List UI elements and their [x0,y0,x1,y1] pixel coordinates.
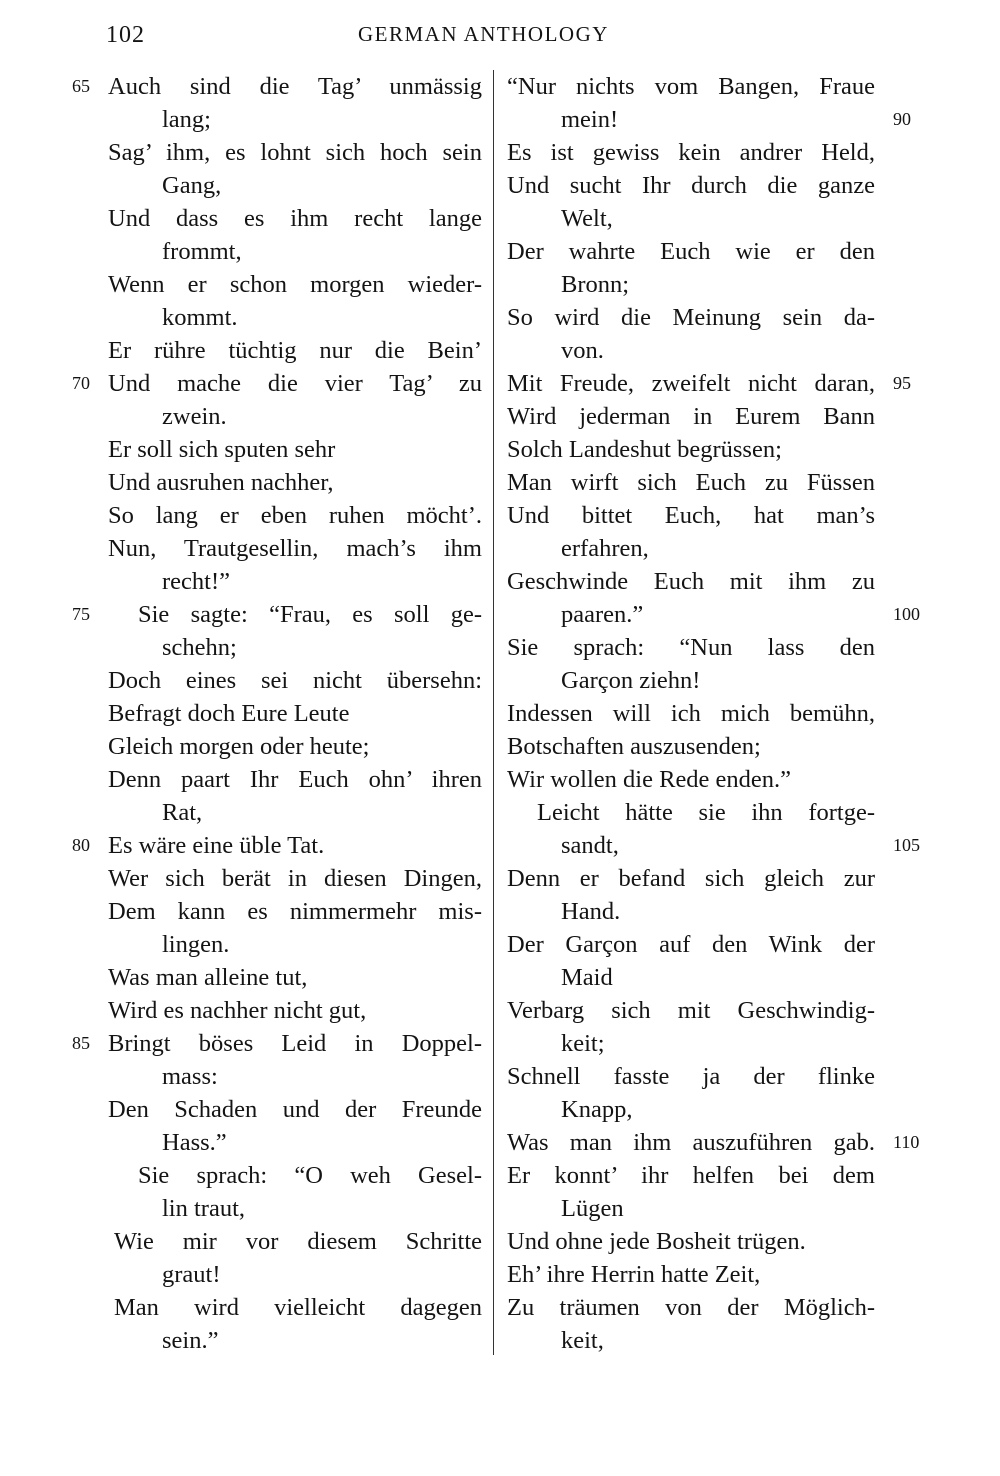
verse-line [507,697,875,730]
verse-text: Wir wollen die Rede enden.” [507,766,792,793]
line-number: 75 [72,604,90,624]
verse-text: Und bittet Euch, hat man’s [507,502,875,529]
verse-line [162,928,482,961]
verse-line [561,334,875,367]
verse-text: lingen. [162,931,230,958]
verse-line [507,400,875,433]
verse-line [108,532,482,565]
verse-text: Indessen will ich mich bemühn, [507,700,875,727]
verse-line [108,994,482,1027]
verse-text: Und dass es ihm recht lange [108,205,482,232]
verse-line [507,169,875,202]
verse-line [561,1192,875,1225]
verse-line [72,367,482,400]
verse-text: Gang, [162,172,222,199]
verse-line [561,895,875,928]
line-number: 90 [893,109,911,129]
verse-text: frommt, [162,238,242,265]
verse-line [507,631,875,664]
verse-text: Mit Freude, zweifelt nicht daran, [507,370,875,397]
verse-line [108,862,482,895]
verse-line [162,235,482,268]
verse-text: Leicht hätte sie ihn fortge- [537,799,875,826]
verse-line [507,1291,875,1324]
verse-text: Wird es nachher nicht gut, [108,997,367,1024]
verse-line [108,895,482,928]
verse-text: Doch eines sei nicht übersehn: [108,667,482,694]
verse-line [162,1192,482,1225]
verse-text: Der Garçon auf den Wink der [507,931,875,958]
verse-line [561,961,875,994]
line-number: 70 [72,373,90,393]
verse-line [561,532,875,565]
verse-text: So wird die Meinung sein da- [507,304,875,331]
verse-text: Garçon ziehn! [561,667,701,694]
verse-text: erfahren, [561,535,649,562]
verse-text: Lügen [561,1195,624,1222]
verse-line [162,631,482,664]
verse-text: Schnell fasste ja der flinke [507,1063,875,1090]
verse-line [162,169,482,202]
verse-text: zwein. [162,403,227,430]
verse-line [162,796,482,829]
verse-text: Hass.” [162,1129,227,1156]
verse-line [507,994,875,1027]
verse-line [507,928,875,961]
verse-text: Hand. [561,898,621,925]
verse-text: Es ist gewiss kein andrer Held, [507,139,875,166]
verse-text: graut! [162,1261,221,1288]
verse-text: Es wäre eine üble Tat. [108,832,325,859]
line-number: 65 [72,76,90,96]
verse-text: mein! [561,106,619,133]
verse-text: kommt. [162,304,238,331]
line-number: 80 [72,835,90,855]
verse-line [561,1093,875,1126]
verse-text: Wird jederman in Eurem Bann [507,403,875,430]
page-header [0,22,1000,52]
verse-line [162,103,482,136]
line-number: 95 [893,373,911,393]
left-column [72,70,482,1357]
verse-line [108,202,482,235]
verse-text: Man wirft sich Euch zu Füssen [507,469,875,496]
verse-line [507,1126,920,1159]
verse-text: Sie sagte: “Frau, es soll ge- [138,601,482,628]
verse-text: sein.” [162,1327,219,1354]
verse-line [108,664,482,697]
verse-line [162,1324,482,1357]
running-head: GERMAN ANTHOLOGY [358,22,609,46]
verse-text: So lang er eben ruhen möcht’. [108,502,482,529]
line-number: 105 [893,835,920,855]
verse-text: Denn er befand sich gleich zur [507,865,875,892]
verse-text: von. [561,337,604,364]
verse-line [72,1027,482,1060]
verse-text: keit, [561,1327,604,1354]
verse-text: Er soll sich sputen sehr [108,436,336,463]
verse-text: Was man alleine tut, [108,964,308,991]
line-number: 110 [893,1132,920,1152]
verse-line [162,565,482,598]
verse-line [507,1060,875,1093]
verse-line [114,1291,482,1324]
verse-line [507,730,875,763]
verse-line [138,1159,482,1192]
verse-line [507,862,875,895]
verse-text: schehn; [162,634,237,661]
verse-line [507,433,875,466]
verse-text: mass: [162,1063,218,1090]
verse-line [507,565,875,598]
verse-line [108,961,482,994]
verse-text: Nun, Trautgesellin, mach’s ihm [108,535,482,562]
verse-line [507,1159,875,1192]
verse-line [507,466,875,499]
verse-line [108,1093,482,1126]
verse-text: recht!” [162,568,230,595]
verse-line [162,1126,482,1159]
verse-text: Eh’ ihre Herrin hatte Zeit, [507,1261,761,1288]
right-column [507,70,920,1357]
verse-line [108,499,482,532]
verse-text: Dem kann es nimmermehr mis- [108,898,482,925]
verse-line [561,103,911,136]
verse-text: Solch Landeshut begrüssen; [507,436,782,463]
verse-text: “Nur nichts vom Bangen, Fraue [507,73,875,100]
verse-line [507,235,875,268]
verse-line [507,763,875,796]
verse-text: Zu träumen von der Möglich- [507,1294,875,1321]
verse-line [108,466,482,499]
line-number: 85 [72,1033,90,1053]
verse-line [561,202,875,235]
verse-text: Sag’ ihm, es lohnt sich hoch sein [108,139,482,166]
verse-line [507,301,875,334]
verse-text: Man wird vielleicht dagegen [114,1294,482,1321]
verse-line [108,697,482,730]
verse-line [537,796,875,829]
verse-line [72,598,482,631]
verse-line [162,1258,482,1291]
page-number: 102 [106,22,145,48]
verse-text: Sie sprach: “O weh Gesel- [138,1162,482,1189]
verse-text: Befragt doch Eure Leute [108,700,350,727]
verse-text: Denn paart Ihr Euch ohn’ ihren [108,766,482,793]
verse-text: Wie mir vor diesem Schritte [114,1228,482,1255]
verse-line [507,136,875,169]
verse-text: Und mache die vier Tag’ zu [108,370,482,397]
verse-text: Er konnt’ ihr helfen bei dem [507,1162,875,1189]
verse-line [561,268,875,301]
verse-text: Maid [561,964,613,991]
verse-text: Knapp, [561,1096,633,1123]
column-divider [493,70,494,1355]
verse-line [162,400,482,433]
verse-text: Den Schaden und der Freunde [108,1096,482,1123]
verse-line [507,70,875,103]
verse-line [507,499,875,532]
verse-line [114,1225,482,1258]
verse-line [108,730,482,763]
verse-text: Und ohne jede Bosheit trügen. [507,1228,806,1255]
verse-text: Auch sind die Tag’ unmässig [108,73,482,100]
verse-text: Er rühre tüchtig nur die Bein’ [108,337,482,364]
verse-line [561,829,920,862]
verse-text: Gleich morgen oder heute; [108,733,370,760]
verse-text: Welt, [561,205,613,232]
verse-line [507,367,911,400]
verse-text: keit; [561,1030,605,1057]
verse-text: Der wahrte Euch wie er den [507,238,875,265]
verse-text: Verbarg sich mit Geschwindig- [507,997,875,1024]
verse-text: Rat, [162,799,203,826]
verse-line [108,268,482,301]
verse-line [162,1060,482,1093]
verse-text: Und sucht Ihr durch die ganze [507,172,875,199]
verse-line [561,664,875,697]
verse-line [108,763,482,796]
verse-line [561,1324,875,1357]
verse-text: Und ausruhen nachher, [108,469,334,496]
verse-line [507,1225,875,1258]
verse-text: sandt, [561,832,619,859]
verse-text: lang; [162,106,211,133]
verse-line [72,70,482,103]
verse-text: paaren.” [561,601,644,628]
verse-text: Wenn er schon morgen wieder- [108,271,482,298]
verse-text: Geschwinde Euch mit ihm zu [507,568,875,595]
verse-line [72,829,482,862]
verse-text: Sie sprach: “Nun lass den [507,634,875,661]
verse-line [561,1027,875,1060]
verse-line [162,301,482,334]
verse-text: Wer sich berät in diesen Dingen, [108,865,482,892]
verse-text: Botschaften auszusenden; [507,733,761,760]
verse-line [561,598,920,631]
verse-line [108,136,482,169]
verse-line [108,334,482,367]
verse-line [507,1258,875,1291]
verse-line [108,433,482,466]
verse-text: Was man ihm auszuführen gab. [507,1129,875,1156]
line-number: 100 [893,604,920,624]
verse-text: lin traut, [162,1195,246,1222]
verse-text: Bringt böses Leid in Doppel- [108,1030,482,1057]
verse-text: Bronn; [561,271,630,298]
